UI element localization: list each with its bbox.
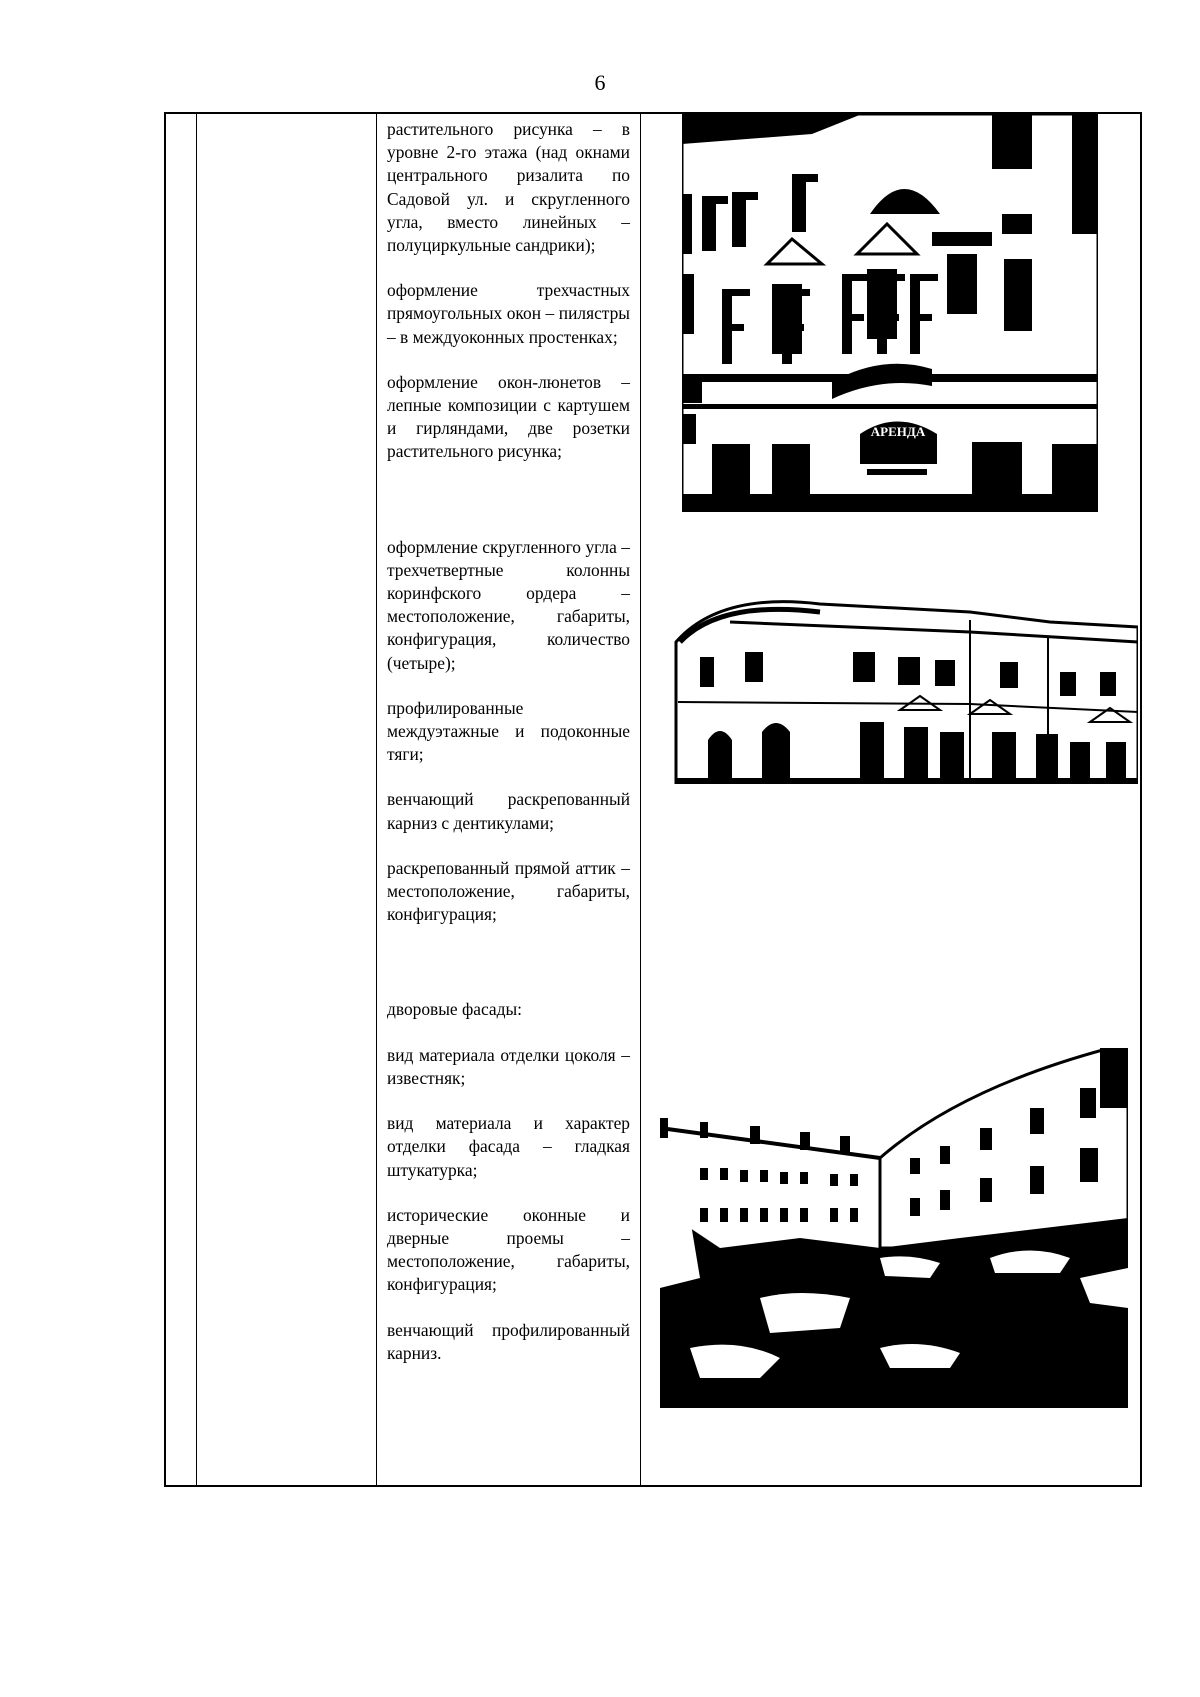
column-divider-1 [196,112,197,1487]
paragraph-cornice: венчающий раскрепованный карниз с дентикулами; [387,789,630,833]
photo-courtyard [660,1048,1128,1408]
paragraph-string-courses: профилированные междуэтажные и подоконные тяги; [387,697,630,765]
paragraph-rounded-corner: оформление скругленного угла – трехчетвертные колонны коринфского ордера – местоположение, габариты, конфигурация, количество (четыре); [387,536,630,673]
paragraph-courtyard-facades: дворовые фасады: [387,999,522,1020]
column-divider-2 [376,112,377,1487]
page-number: 6 [594,70,606,95]
photo-sign-text: АРЕНДА [870,424,926,439]
paragraph-lunette-windows: оформление окон-люнетов – лепные композиции с картушем и гирляндами, две розетки растительного рисунка; [387,371,630,462]
paragraph-facade-finish: вид материала и характер отделки фасада – гладкая штукатурка; [387,1113,630,1180]
paragraph-openings: исторические оконные и дверные проемы – местоположение, габариты, конфигурация; [387,1204,630,1295]
description-column [387,118,630,1365]
photo-rounded-corner [670,582,1138,784]
photo-facade-windows [682,114,1098,512]
paragraph-three-part-windows: оформление трехчастных прямоугольных окон – пилястры – в междуоконных простенках; [387,280,630,347]
paragraph-crowning-cornice: венчающий профилированный карниз. [387,1319,630,1363]
column-divider-3 [640,112,641,1487]
paragraph-plinth-material: вид материала отделки цоколя – известняк; [387,1044,630,1088]
paragraph-attic: раскрепованный прямой аттик – местоположение, габариты, конфигурация; [387,857,630,925]
paragraph-window-decor: растительного рисунка – в уровне 2-го этажа (над окнами центрального ризалита по Садовой ул. и скругленного угла, вместо линейных – полуциркульные сандрики); [387,119,630,256]
